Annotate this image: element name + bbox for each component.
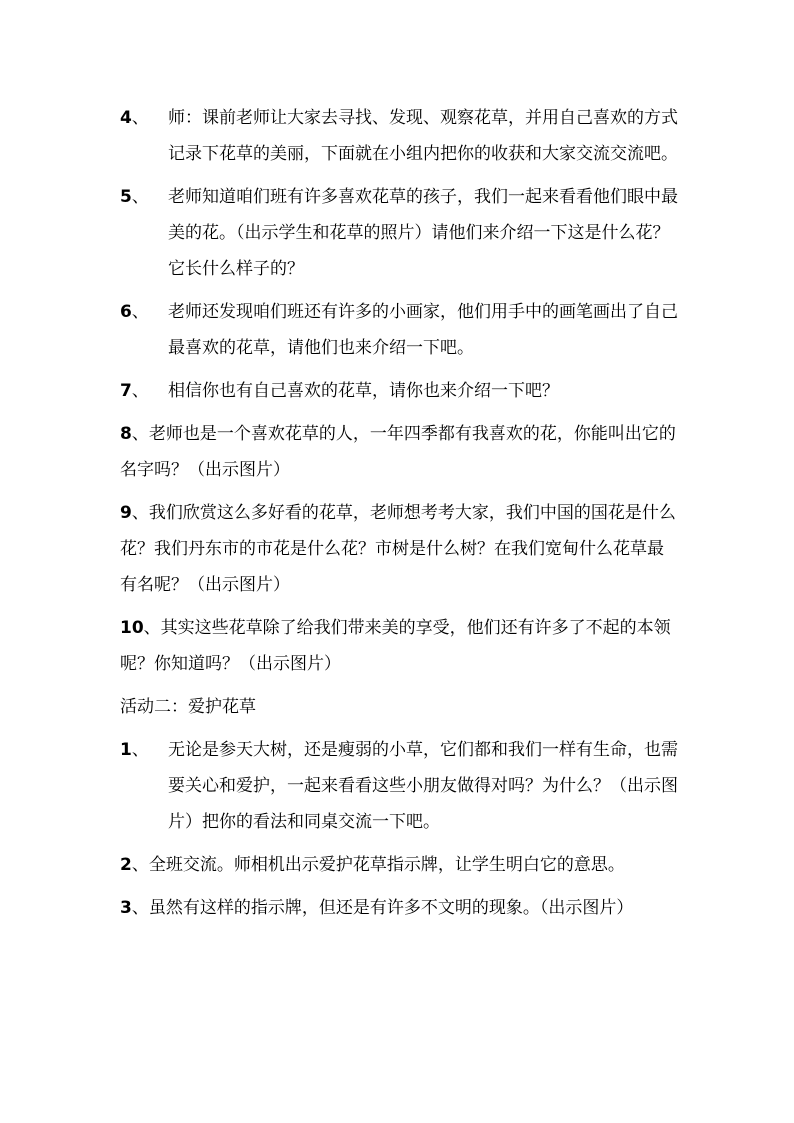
- item-number: 7、: [120, 381, 149, 401]
- list-item: [120, 294, 680, 366]
- item-text: 无论是参天大树，还是瘦弱的小草，它们都和我们一样有生命，也需要关心和爱护，一起来看看这些小朋友做得对吗？为什么？（出示图片）把你的看法和同桌交流一下吧。: [168, 740, 678, 832]
- item-text: 师：课前老师让大家去寻找、发现、观察花草，并用自己喜欢的方式记录下花草的美丽，下面就在小组内把你的收获和大家交流交流吧。: [168, 108, 678, 164]
- item-number: 3: [120, 898, 132, 918]
- item-separator: 、: [131, 424, 149, 444]
- item-text: 老师也是一个喜欢花草的人，一年四季都有我喜欢的花，你能叫出它的名字吗？（出示图片）: [120, 424, 676, 480]
- item-text: 老师还发现咱们班还有许多的小画家，他们用手中的画笔画出了自己最喜欢的花草，请他们也来介绍一下吧。: [168, 302, 678, 358]
- item-number: 10: [120, 618, 144, 638]
- item-text: 我们欣赏这么多好看的花草，老师想考考大家，我们中国的国花是什么花？我们丹东市的市花是什么花？市树是什么树？在我们宽甸什么花草最有名呢？（出示图片）: [120, 503, 676, 595]
- item-text: 虽然有这样的指示牌，但还是有许多不文明的现象。（出示图片）: [148, 898, 634, 918]
- list-item: [120, 100, 680, 172]
- item-number: 4、: [120, 108, 149, 128]
- item-text: 全班交流。师相机出示爱护花草指示牌，让学生明白它的意思。: [148, 855, 625, 875]
- item-text: 其实这些花草除了给我们带来美的享受，他们还有许多了不起的本领呢？你知道吗？（出示图片）: [120, 618, 671, 674]
- item-text: 老师知道咱们班有许多喜欢花草的孩子，我们一起来看看他们眼中最美的花。（出示学生和花草的照片）请他们来介绍一下这是什么花？它长什么样子的？: [168, 187, 678, 279]
- list-item: [120, 732, 680, 840]
- section-heading: 活动二：爱护花草: [120, 697, 256, 717]
- list-item: [120, 495, 680, 603]
- item-separator: 、: [131, 855, 149, 875]
- list-item: [120, 890, 680, 926]
- item-separator: 、: [131, 503, 149, 523]
- item-number: 9: [120, 503, 132, 523]
- item-number: 2: [120, 855, 132, 875]
- item-number: 1、: [120, 740, 149, 760]
- list-item: [120, 373, 680, 409]
- item-text: 相信你也有自己喜欢的花草，请你也来介绍一下吧？: [168, 381, 559, 401]
- item-number: 5、: [120, 187, 149, 207]
- item-separator: 、: [131, 898, 149, 918]
- list-item: [120, 416, 680, 488]
- item-number: 6、: [120, 302, 149, 322]
- document-page: [120, 100, 680, 933]
- list-item: [120, 179, 680, 287]
- item-number: 8: [120, 424, 132, 444]
- item-separator: 、: [143, 618, 161, 638]
- list-item: [120, 610, 680, 682]
- list-item: [120, 847, 680, 883]
